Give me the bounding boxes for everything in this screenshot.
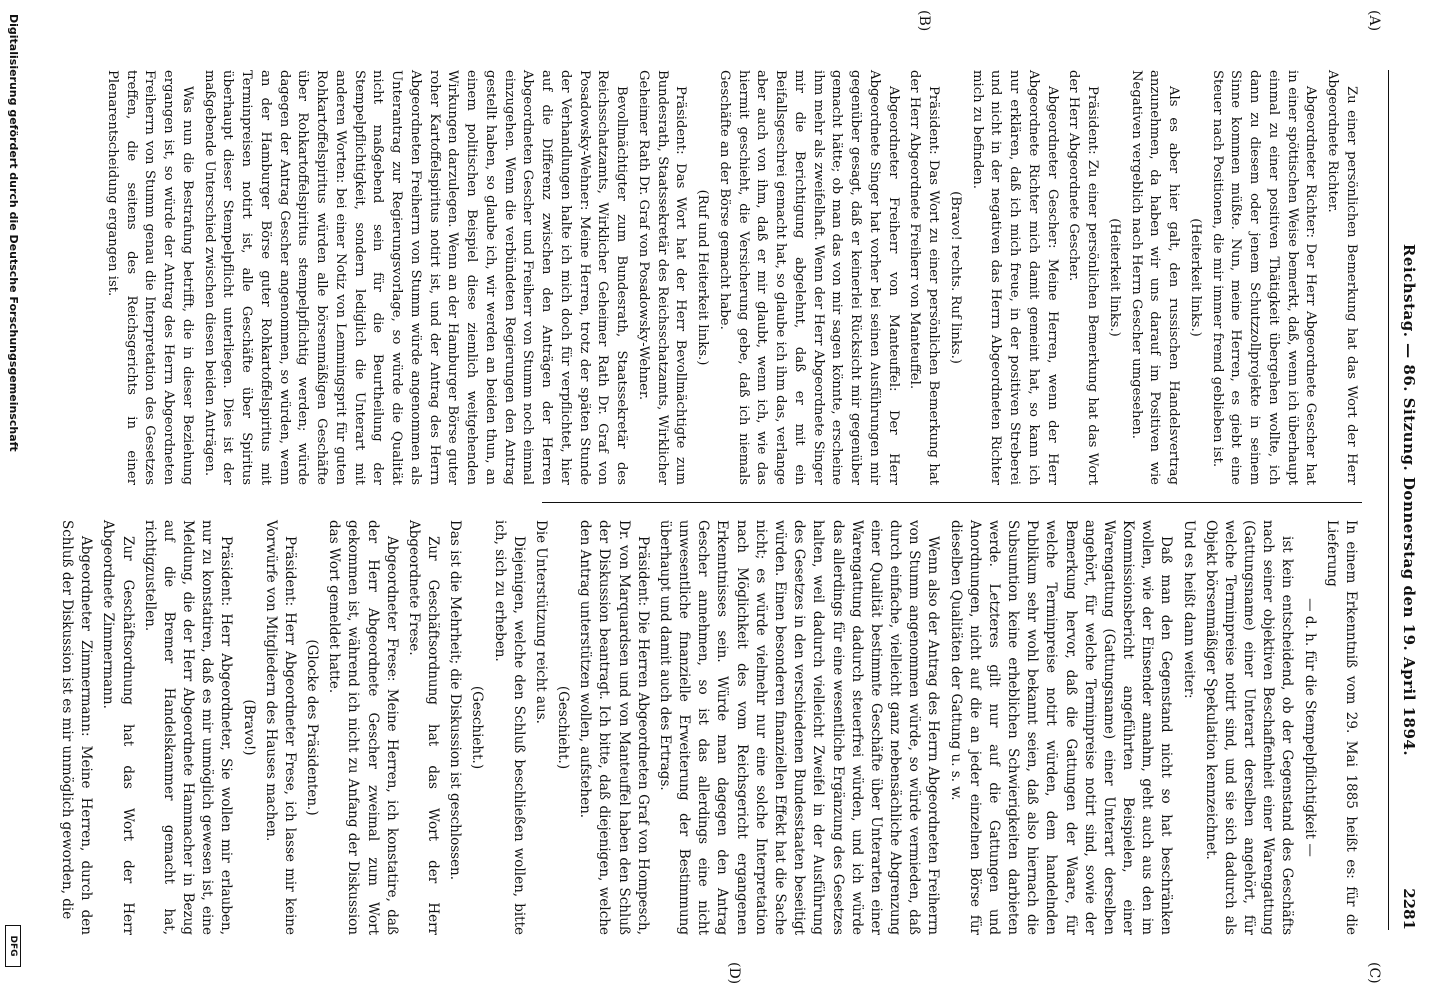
margin-marker-d: (D) xyxy=(726,962,742,985)
paragraph: Zur Geschäftsordnung hat das Wort der Herr Abgeordnete Zimmermann. xyxy=(100,520,136,935)
stage-direction: (Geschieht.) xyxy=(469,685,486,770)
paragraph: Präsident: Das Wort hat der Herr Bevollmächtigte zum Bundesrath, Staatssekretär des Reichsschatzamts, Wirklicher Geheimer Rath Dr. Graf von Posadowsky-Wehner. xyxy=(636,70,689,485)
paragraph: Was nun die Bestrafung betrifft, die in dieser Beziehung ergangen ist, so würde der Antrag des Herrn Abgeordneten Freiherrn von Stumm genau die Interpretation des Gesetzes treffen, die seitens des Reichsgerichts in einer Plenarentscheidung ergangen ist. xyxy=(105,70,195,485)
paragraph: Abgeordneter Frese: Meine Herren, ich konstatire, daß der Herr Abgeordnete Gescher zweimal zum Wort gekommen ist, während ich nicht zu Anfang der Diskussion das Wort gemeldet hatte. xyxy=(326,520,400,935)
paragraph: Präsident: Das Wort zu einer persönlichen Bemerkung hat der Herr Abgeordnete Freiherr von Manteuffel. xyxy=(907,70,942,485)
paragraph: Zu einer persönlichen Bemerkung hat das Wort der Herr Abgeordnete Richter. xyxy=(1325,70,1359,485)
paragraph: Abgeordneter Zimmermann: Meine Herren, durch den Schluß der Diskussion ist es mir unmöglich geworden, die xyxy=(59,520,95,935)
header-rule xyxy=(1388,70,1389,930)
stage-direction: (Bravo!) xyxy=(240,699,257,756)
footer-text: Digitalisierung gefördert durch die Deutsche Forschungsgemeinschaft xyxy=(7,14,20,452)
paragraph: Präsident: Herr Abgeordneter Frese, ich lasse mir keine Vorwürfe von Mitgliedern des Hauses machen. xyxy=(262,520,298,935)
paragraph: Als es aber hier galt, den russischen Handelsvertrag anzunehmen, da haben wir uns darauf im Positiven wie Negativen vergeblich nach Herrn Gescher umgesehen. xyxy=(1128,70,1182,485)
stage-direction: (Glocke des Präsidenten.) xyxy=(304,639,321,816)
paragraph: In einem Erkenntniß vom 29. Mai 1885 heißt es: für die Lieferung xyxy=(1323,520,1359,935)
header-title: Reichstag. — 86. Sitzung. Donnerstag den 19. April 1894. xyxy=(1400,243,1418,757)
paragraph: Bevollmächtigter zum Bundesrath, Staatssekretär des Reichsschatzamts, Wirklicher Geheimer Rath Dr. Graf von Posadowsky-Wehner: Meine Herren, trotz der späten Stunde der Verhandlungen halte ich mich doch für verpflichtet, hier auf die Differenz zwischen den Anträgen der Herren Abgeordneten Gescher und Freiherr von Stumm noch einmal einzugehen. Wenn die verbündeten Regierungen den Antrag gestellt haben, so glaube ich, wir werden an beiden thun, an einem politischen Beispiel diese ziemlich weitgehenden Wirkungen darzulegen. Wenn an der Hamburger Börse guter roher Kartoffelspiritus notirt ist, und der Antrag des Herrn Abgeordneten Freiherrn von Stumm würde angenommen als Unterantrag zur Regierungsvorlage, so würde die Qualität nicht maßgebend sein für die Beurtheilung der Stempelpflichtigkeit, sondern lediglich die Unterart mit anderen Worten: bei einer Notiz von Lemmingsprit für guten Rohkartoffelspiritus würden alle börsenmäßigen Geschäfte über Rohkartoffelspiritus stempelpflichtig werden; würde dagegen der Antrag Gescher angenommen, so würden, wenn an der Hamburger Börse guter Rohkartoffelspiritus mit Terminpreisen notirt ist, alle Geschäfte über Spiritus überhaupt dieser Stempelpflicht unterliegen. Dies ist der maßgebende Unterschied zwischen diesen beiden Anträgen. xyxy=(201,70,630,485)
column-divider xyxy=(542,502,1362,503)
stage-direction: (Heiterkeit links.) xyxy=(1107,218,1122,337)
stage-direction: (Geschieht.) xyxy=(555,685,572,770)
paragraph: ist kein entscheidend, ob der Gegenstand des Geschäfts nach seiner objektiven Beschaffenheit einer Warengattung (Gattungsname) einer Unterart derselben angehört, für welche Terminpreise notirt sind, und sie sich dadurch als Objekt börsenmäßiger Spekulation kennzeichnet. xyxy=(1202,520,1296,935)
paragraph: Das ist die Mehrheit; die Diskussion ist geschlossen. xyxy=(447,520,464,881)
dfg-logo: DFG xyxy=(5,925,21,967)
margin-marker-b: (B) xyxy=(916,10,932,32)
paragraph: Präsident: Herr Abgeordneter, Sie wollen mir erlauben, nur zu konstatiren, daß es mir unmöglich gewesen ist, eine Meldung, die der Herr Abgeordnete Hammacher in Bezug auf die Bremer Handelskammer gemacht hat, richtigzustellen. xyxy=(141,520,235,935)
stage-direction: (Heiterkeit links.) xyxy=(1188,218,1203,337)
left-column xyxy=(99,70,1360,485)
paragraph: Diejenigen, welche den Schluß beschließen wollen, bitte ich, sich zu erheben. xyxy=(491,520,527,935)
paragraph: Abgeordneter Gescher: Meine Herren, wenn der Herr Abgeordnete Richter mich damit gemeint hat, so kann ich nur erklären, daß ich mich freue, in der positiven Streberei und nicht in der negativen das Herrn Abgeordneten Richter mich zu befinden. xyxy=(969,70,1060,485)
paragraph: Daß man den Gegenstand nicht so hat beschränken wollen, wie der Einsender annahm, geht auch aus den im Kommissionsbericht angeführten Beispielen, einer Warengattung (Gattungsname) einer Unterart derselben angehört, für welche Terminpreise notirt sind, sowie der Bemerkung hervor, daß die Gattungen der Waare, für welche Terminpreise notirt würden, dem handelnden Publikum sehr wohl bekannt seien, daß also hiernach die Subsumtion keine erheblichen Schwierigkeiten darbieten werde. Letzteres gilt nur auf die Gattungen und Anordnungen, nicht auf die an jeder einzelnen Börse für dieselben Qualitäten der Gattung u. s. w. xyxy=(947,520,1175,935)
paragraph: Präsident: Die Herren Abgeordneten Graf von Hompesch, Dr. von Marquardsen und von Manteuffel haben den Schluß der Diskussion beantragt. Ich bitte, daß diejenigen, welche den Antrag unterstützen wollen, aufstehen. xyxy=(577,520,651,935)
paragraph: Präsident: Zu einer persönlichen Bemerkung hat das Wort der Herr Abgeordnete Gescher. xyxy=(1066,70,1101,485)
stage-direction: (Ruf und Heiterkeit links.) xyxy=(695,189,711,366)
stage-direction: (Bravo! rechts. Ruf links.) xyxy=(948,191,963,364)
right-column xyxy=(54,520,1360,935)
paragraph: Abgeordneter Freiherr von Manteuffel: Der Herr Abgeordnete Singer hat vorher bei seinen Ausführungen mir gegenüber gesagt, daß er keinerlei Rücksicht mir gegenüber gemacht hätte; ob man das von mir sagen könnte, erscheine ihm mehr als zweifelhaft. Wenn der Herr Abgeordnete Singer mir die Berichtigung abgelehnt, daß er mit ein Beifallsgeschrei gemacht hat, so glaube ich ihm das, verlange aber auch von ihm, daß er mir glaubt, wenn ich, wie das hiermit geschieht, die Versicherung gebe, daß ich niemals Geschäfte an der Börse gemacht habe. xyxy=(717,70,901,485)
paragraph: — d. h. für die Stempelpflichtigkeit — xyxy=(1301,598,1318,857)
paragraph: Und es heißt dann weiter: xyxy=(1180,520,1197,699)
margin-marker-c: (C) xyxy=(1366,962,1382,984)
page-number: 2281 xyxy=(1400,888,1418,930)
paragraph: Zur Geschäftsordnung hat das Wort der Herr Abgeordnete Frese. xyxy=(405,520,442,935)
paragraph: Wenn also der Antrag des Herrn Abgeordneten Freiherrn von Stumm angenommen würde, so würde vermieden, daß durch einfache, vielleicht ganz nebensächliche Abgrenzung einer Qualität bestimmte Geschäfte über Unterarten einer Warengattung dadurch steuerfrei würden, und ich würde das allerdings für eine wesentliche Ergänzung des Gesetzes halten, weil dadurch vielleicht Zweifel in der Ausführung des Gesetzes in den verschiedenen Bundesstaaten beseitigt würden. Einen besonderen finanziellen Effekt hat die Sache nicht; es würde vielmehr nur eine solche Interpretation nach Möglichkeit des vom Reichsgericht ergangenen Erkenntnisses sein. Würde man dagegen den Antrag Gescher annehmen, so ist das allerdings eine nicht unwesentliche finanzielle Erweiterung der Bestimmung überhaupt und damit auch des Ertrags. xyxy=(656,520,942,935)
paragraph: Die Unterstützung reicht aus. xyxy=(532,520,549,724)
paragraph: Abgeordneter Richter: Der Herr Abgeordnete Gescher hat in einer spöttischen Weise bemerkt, daß, wenn ich überhaupt einmal zu einer positiven Thätigkeit übergehen wollte, ich dann zu diesem oder jenem Schutzzollprojekte in seinem Sinne kommen müßte. Nun, meine Herren, es giebt eine Steuer nach Positionen, die mir immer fremd geblieben ist. xyxy=(1209,70,1319,485)
page-header xyxy=(1394,70,1424,930)
footer-credit xyxy=(2,0,24,1000)
margin-marker-a: (A) xyxy=(1366,10,1382,32)
